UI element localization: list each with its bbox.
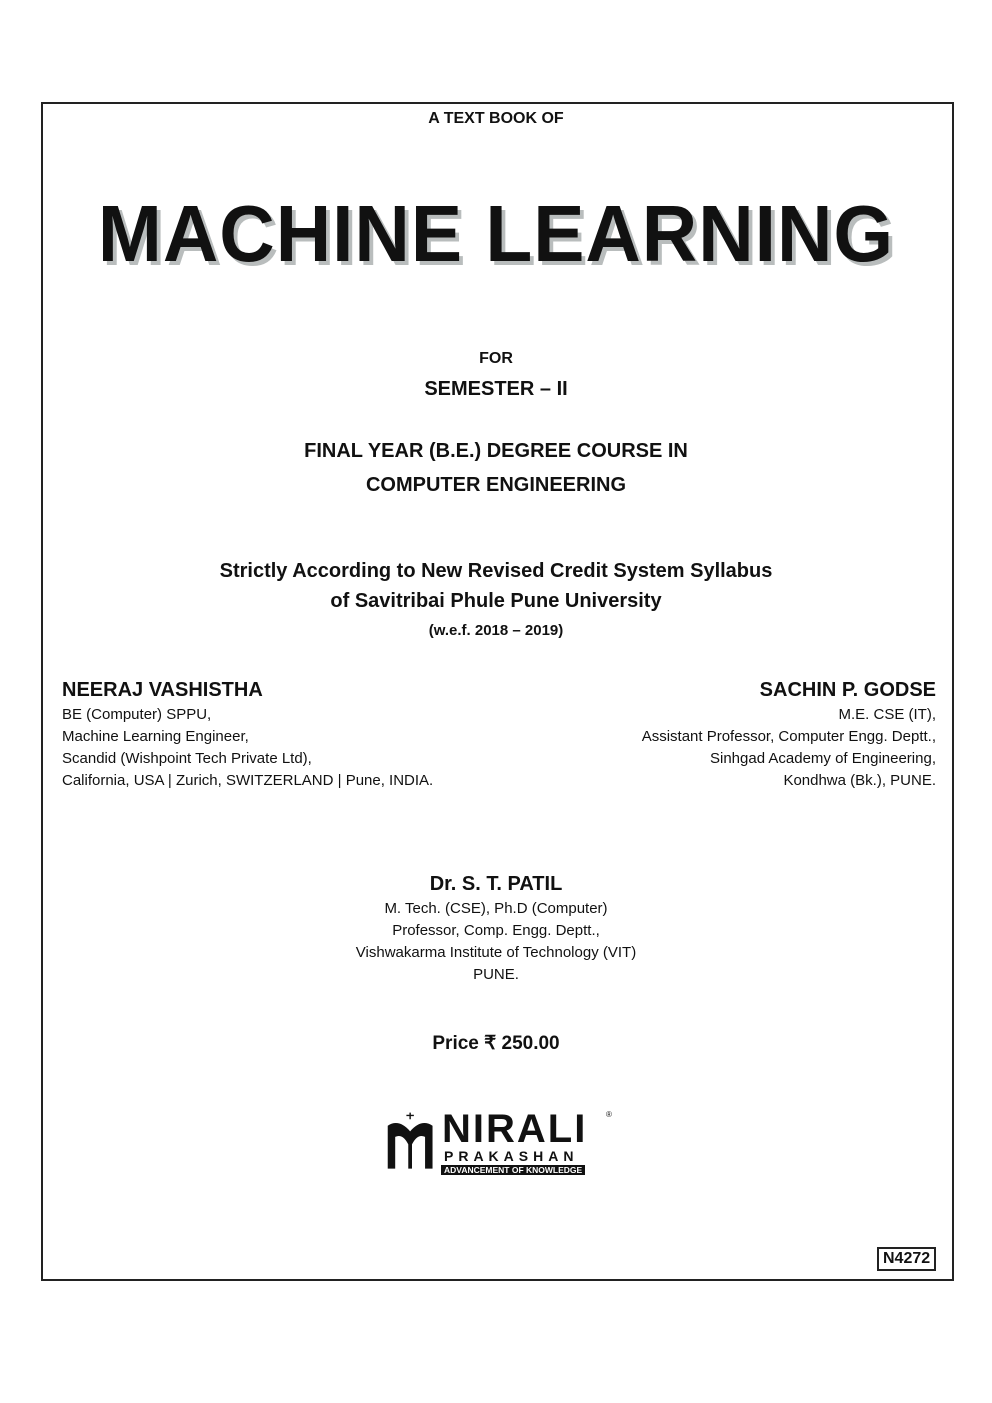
author-detail: BE (Computer) SPPU, — [62, 706, 212, 723]
syllabus-line-2: of Savitribai Phule Pune University — [330, 590, 662, 612]
publisher-sub: PRAKASHAN — [444, 1148, 579, 1164]
wef: (w.e.f. 2018 – 2019) — [428, 622, 564, 639]
author-name: SACHIN P. GODSE — [759, 679, 936, 701]
nirali-prakashan-logo — [384, 1107, 619, 1176]
book-emblem-icon — [384, 1110, 440, 1176]
author-detail: PUNE. — [473, 966, 519, 983]
author-1 — [62, 676, 433, 792]
price: Price ₹ 250.00 — [432, 1033, 560, 1054]
semester: SEMESTER – II — [424, 378, 568, 400]
author-name: NEERAJ VASHISTHA — [62, 679, 263, 701]
registered-icon: ® — [606, 1110, 612, 1119]
for-label: FOR — [479, 350, 513, 367]
author-detail: M.E. CSE (IT), — [838, 706, 936, 723]
author-3 — [0, 870, 992, 986]
author-detail: California, USA | Zurich, SWITZERLAND | Pune, INDIA. — [62, 772, 434, 789]
author-detail: Assistant Professor, Computer Engg. Deptt., — [641, 728, 936, 745]
author-detail: Vishwakarma Institute of Technology (VIT) — [355, 944, 637, 961]
author-detail: M. Tech. (CSE), Ph.D (Computer) — [384, 900, 608, 917]
author-detail: Machine Learning Engineer, — [62, 728, 249, 745]
author-detail: Professor, Comp. Engg. Deptt., — [392, 922, 600, 939]
author-detail: Kondhwa (Bk.), PUNE. — [783, 772, 936, 789]
course-line-2: COMPUTER ENGINEERING — [365, 474, 627, 496]
author-2 — [642, 676, 936, 792]
author-detail: Scandid (Wishpoint Tech Private Ltd), — [62, 750, 312, 767]
syllabus-line-1: Strictly According to New Revised Credit System Syllabus — [219, 560, 773, 582]
book-code: N4272 — [877, 1247, 936, 1271]
author-detail: Sinhgad Academy of Engineering, — [710, 750, 936, 767]
author-name: Dr. S. T. PATIL — [429, 873, 563, 895]
course-line-1: FINAL YEAR (B.E.) DEGREE COURSE IN — [304, 440, 688, 462]
publisher-name: NIRALI — [442, 1107, 588, 1151]
publisher-tagline: ADVANCEMENT OF KNOWLEDGE — [441, 1165, 585, 1175]
kicker: A TEXT BOOK OF — [428, 110, 564, 127]
book-title: MACHINE LEARNING — [97, 189, 895, 278]
